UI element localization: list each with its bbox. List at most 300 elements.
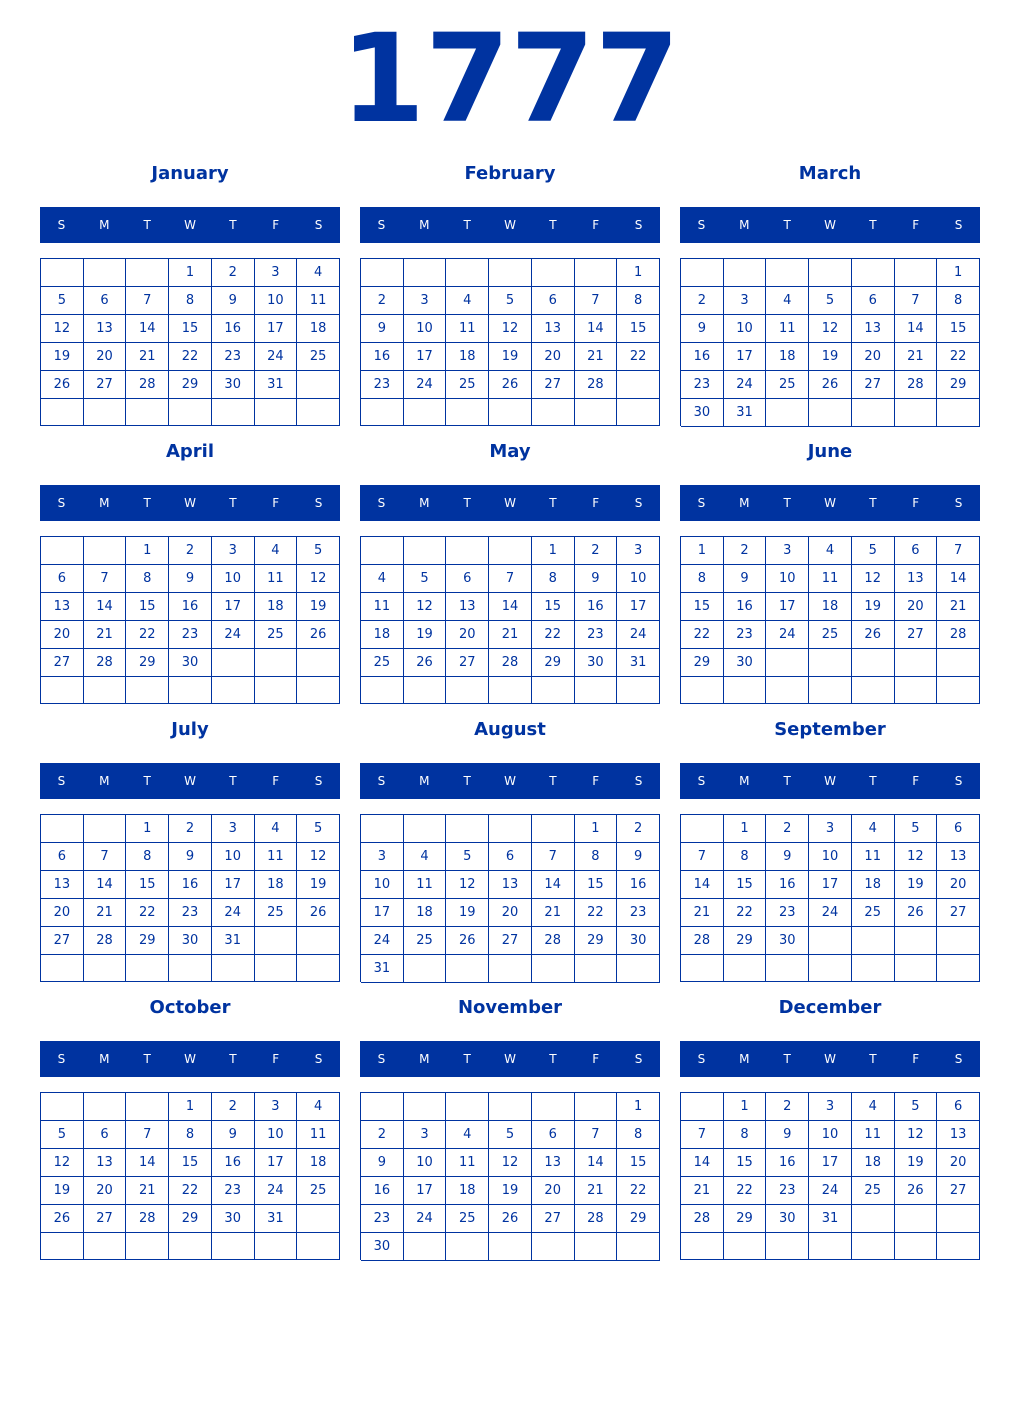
day-cell: 18	[446, 343, 489, 371]
day-cell: 13	[489, 871, 532, 899]
empty-day-cell	[255, 1233, 298, 1260]
day-cell: 27	[84, 371, 127, 399]
day-cell: 24	[724, 371, 767, 399]
day-cell: 4	[766, 287, 809, 315]
empty-day-cell	[169, 399, 212, 426]
empty-day-cell	[297, 1205, 340, 1233]
day-grid	[360, 814, 660, 982]
day-cell: 15	[126, 871, 169, 899]
empty-day-cell	[169, 955, 212, 982]
day-cell: 20	[489, 899, 532, 927]
weekday-label: M	[419, 496, 430, 510]
empty-day-cell	[681, 259, 724, 287]
day-cell: 19	[297, 871, 340, 899]
empty-day-cell	[532, 815, 575, 843]
empty-day-cell	[895, 1233, 938, 1260]
empty-day-cell	[575, 399, 618, 426]
day-cell: 2	[169, 815, 212, 843]
empty-day-cell	[212, 649, 255, 677]
day-cell: 12	[297, 843, 340, 871]
day-cell: 6	[937, 815, 980, 843]
day-cell: 19	[895, 1149, 938, 1177]
weekday-label: W	[504, 774, 516, 788]
day-cell: 7	[575, 287, 618, 315]
weekday-label: S	[697, 496, 706, 510]
day-cell: 23	[724, 621, 767, 649]
day-cell: 21	[575, 1177, 618, 1205]
day-cell: 28	[575, 371, 618, 399]
day-cell: 19	[41, 1177, 84, 1205]
empty-day-cell	[809, 399, 852, 427]
day-cell: 11	[255, 843, 298, 871]
weekday-label: T	[463, 218, 471, 232]
empty-day-cell	[895, 259, 938, 287]
day-cell: 20	[937, 1149, 980, 1177]
day-cell: 23	[617, 899, 660, 927]
day-cell: 7	[937, 537, 980, 565]
day-cell: 24	[212, 621, 255, 649]
day-cell: 20	[84, 1177, 127, 1205]
day-cell: 5	[809, 287, 852, 315]
day-cell: 16	[361, 1177, 404, 1205]
day-cell: 28	[681, 1205, 724, 1233]
weekday-label: S	[377, 218, 386, 232]
weekday-label: S	[57, 496, 66, 510]
day-cell: 19	[297, 593, 340, 621]
empty-day-cell	[617, 955, 660, 983]
empty-day-cell	[937, 649, 980, 677]
day-cell: 14	[575, 315, 618, 343]
day-cell: 1	[126, 815, 169, 843]
day-cell: 4	[297, 259, 340, 287]
day-cell: 22	[724, 1177, 767, 1205]
empty-day-cell	[852, 1233, 895, 1260]
day-cell: 7	[126, 1121, 169, 1149]
empty-day-cell	[169, 677, 212, 704]
day-cell: 20	[852, 343, 895, 371]
day-cell: 20	[84, 343, 127, 371]
month-name: April	[165, 441, 215, 462]
day-cell: 30	[681, 399, 724, 427]
day-cell: 15	[169, 1149, 212, 1177]
day-cell: 11	[446, 315, 489, 343]
day-cell: 18	[852, 871, 895, 899]
day-cell: 18	[446, 1177, 489, 1205]
day-cell: 21	[84, 621, 127, 649]
month-name: May	[489, 441, 531, 462]
empty-day-cell	[41, 1233, 84, 1260]
weekday-label: S	[57, 1052, 66, 1066]
weekday-label: S	[57, 774, 66, 788]
day-cell: 29	[169, 1205, 212, 1233]
day-cell: 1	[724, 815, 767, 843]
day-cell: 13	[937, 843, 980, 871]
empty-day-cell	[255, 399, 298, 426]
day-cell: 16	[212, 1149, 255, 1177]
day-cell: 13	[895, 565, 938, 593]
empty-day-cell	[255, 955, 298, 982]
empty-day-cell	[575, 1233, 618, 1261]
weekday-label: S	[634, 218, 643, 232]
day-cell: 28	[84, 649, 127, 677]
day-cell: 16	[766, 1149, 809, 1177]
weekday-label: T	[143, 774, 151, 788]
day-cell: 27	[895, 621, 938, 649]
day-cell: 21	[681, 1177, 724, 1205]
empty-day-cell	[126, 1233, 169, 1260]
weekday-label: S	[954, 496, 963, 510]
month-name: July	[171, 719, 209, 740]
day-cell: 28	[681, 927, 724, 955]
empty-day-cell	[895, 955, 938, 982]
day-cell: 16	[575, 593, 618, 621]
day-cell: 31	[255, 371, 298, 399]
empty-day-cell	[766, 955, 809, 982]
day-cell: 2	[766, 1093, 809, 1121]
day-cell: 5	[41, 287, 84, 315]
day-cell: 15	[937, 315, 980, 343]
empty-day-cell	[297, 955, 340, 982]
empty-day-cell	[895, 927, 938, 955]
day-cell: 11	[361, 593, 404, 621]
day-cell: 26	[297, 621, 340, 649]
day-cell: 6	[446, 565, 489, 593]
empty-day-cell	[532, 677, 575, 704]
empty-day-cell	[297, 399, 340, 426]
day-cell: 13	[852, 315, 895, 343]
day-cell: 16	[766, 871, 809, 899]
day-cell: 9	[169, 843, 212, 871]
day-cell: 17	[766, 593, 809, 621]
day-cell: 26	[895, 899, 938, 927]
empty-day-cell	[937, 399, 980, 427]
day-cell: 25	[404, 927, 447, 955]
day-cell: 5	[446, 843, 489, 871]
day-cell: 4	[255, 537, 298, 565]
day-cell: 22	[126, 899, 169, 927]
empty-day-cell	[575, 955, 618, 983]
empty-day-cell	[852, 927, 895, 955]
empty-day-cell	[126, 955, 169, 982]
weekday-label: W	[504, 496, 516, 510]
day-grid	[40, 1092, 340, 1260]
day-cell: 28	[532, 927, 575, 955]
month-name: August	[474, 719, 546, 740]
weekday-header	[360, 485, 660, 521]
empty-day-cell	[361, 1093, 404, 1121]
day-cell: 5	[297, 815, 340, 843]
day-cell: 3	[766, 537, 809, 565]
empty-day-cell	[126, 259, 169, 287]
day-cell: 5	[489, 1121, 532, 1149]
empty-day-cell	[84, 537, 127, 565]
day-cell: 13	[446, 593, 489, 621]
day-cell: 26	[852, 621, 895, 649]
day-cell: 21	[489, 621, 532, 649]
weekday-label: T	[549, 218, 557, 232]
day-cell: 29	[937, 371, 980, 399]
empty-day-cell	[937, 1205, 980, 1233]
day-cell: 22	[532, 621, 575, 649]
day-cell: 7	[489, 565, 532, 593]
weekday-label: W	[824, 774, 836, 788]
weekday-label: M	[99, 218, 110, 232]
empty-day-cell	[575, 677, 618, 704]
day-cell: 5	[297, 537, 340, 565]
empty-day-cell	[255, 677, 298, 704]
day-cell: 17	[212, 593, 255, 621]
empty-day-cell	[852, 955, 895, 982]
day-cell: 19	[489, 343, 532, 371]
empty-day-cell	[895, 1205, 938, 1233]
day-cell: 7	[681, 843, 724, 871]
day-cell: 19	[809, 343, 852, 371]
weekday-header	[40, 1041, 340, 1077]
day-cell: 15	[532, 593, 575, 621]
weekday-label: S	[634, 774, 643, 788]
day-cell: 20	[41, 621, 84, 649]
day-cell: 10	[212, 565, 255, 593]
empty-day-cell	[489, 537, 532, 565]
day-cell: 19	[852, 593, 895, 621]
day-cell: 9	[212, 287, 255, 315]
day-cell: 6	[489, 843, 532, 871]
day-cell: 2	[724, 537, 767, 565]
weekday-header	[680, 207, 980, 243]
day-cell: 8	[532, 565, 575, 593]
empty-day-cell	[41, 677, 84, 704]
day-cell: 10	[361, 871, 404, 899]
day-cell: 3	[809, 1093, 852, 1121]
day-cell: 13	[532, 1149, 575, 1177]
day-cell: 4	[809, 537, 852, 565]
empty-day-cell	[532, 259, 575, 287]
day-cell: 22	[937, 343, 980, 371]
day-cell: 28	[126, 371, 169, 399]
day-cell: 8	[617, 1121, 660, 1149]
day-cell: 9	[169, 565, 212, 593]
empty-day-cell	[681, 1233, 724, 1260]
day-cell: 3	[809, 815, 852, 843]
day-cell: 27	[41, 927, 84, 955]
day-cell: 24	[255, 1177, 298, 1205]
day-grid	[40, 536, 340, 704]
empty-day-cell	[169, 1233, 212, 1260]
day-cell: 17	[809, 871, 852, 899]
weekday-label: S	[697, 774, 706, 788]
day-cell: 12	[297, 565, 340, 593]
weekday-label: F	[592, 218, 600, 232]
empty-day-cell	[766, 649, 809, 677]
day-cell: 27	[937, 899, 980, 927]
empty-day-cell	[766, 259, 809, 287]
weekday-header	[40, 763, 340, 799]
weekday-header	[360, 763, 660, 799]
weekday-label: F	[912, 774, 920, 788]
day-cell: 29	[724, 927, 767, 955]
day-cell: 5	[895, 1093, 938, 1121]
weekday-label: F	[912, 496, 920, 510]
day-cell: 25	[255, 899, 298, 927]
day-cell: 27	[937, 1177, 980, 1205]
day-cell: 30	[361, 1233, 404, 1261]
empty-day-cell	[212, 399, 255, 426]
day-cell: 16	[724, 593, 767, 621]
empty-day-cell	[809, 649, 852, 677]
day-cell: 21	[575, 343, 618, 371]
empty-day-cell	[937, 927, 980, 955]
day-cell: 14	[681, 1149, 724, 1177]
day-cell: 26	[41, 371, 84, 399]
day-cell: 30	[766, 927, 809, 955]
weekday-label: W	[184, 774, 196, 788]
day-cell: 4	[852, 815, 895, 843]
day-cell: 1	[532, 537, 575, 565]
empty-day-cell	[297, 371, 340, 399]
day-cell: 23	[361, 1205, 404, 1233]
empty-day-cell	[724, 259, 767, 287]
empty-day-cell	[532, 955, 575, 983]
empty-day-cell	[617, 677, 660, 704]
day-cell: 9	[361, 315, 404, 343]
day-cell: 23	[169, 899, 212, 927]
day-cell: 23	[361, 371, 404, 399]
weekday-label: M	[419, 774, 430, 788]
day-cell: 9	[212, 1121, 255, 1149]
day-cell: 19	[895, 871, 938, 899]
day-cell: 23	[169, 621, 212, 649]
empty-day-cell	[852, 399, 895, 427]
empty-day-cell	[404, 537, 447, 565]
weekday-label: S	[954, 1052, 963, 1066]
day-cell: 26	[404, 649, 447, 677]
day-grid	[360, 1092, 660, 1260]
day-cell: 18	[766, 343, 809, 371]
day-cell: 26	[41, 1205, 84, 1233]
day-cell: 12	[41, 1149, 84, 1177]
day-cell: 30	[724, 649, 767, 677]
empty-day-cell	[766, 399, 809, 427]
day-cell: 3	[404, 1121, 447, 1149]
empty-day-cell	[446, 815, 489, 843]
day-cell: 9	[681, 315, 724, 343]
day-cell: 29	[617, 1205, 660, 1233]
empty-day-cell	[895, 677, 938, 704]
empty-day-cell	[404, 399, 447, 426]
weekday-label: F	[912, 218, 920, 232]
day-cell: 2	[766, 815, 809, 843]
month-name: December	[778, 997, 882, 1018]
empty-day-cell	[681, 677, 724, 704]
day-cell: 5	[489, 287, 532, 315]
day-cell: 24	[809, 1177, 852, 1205]
weekday-label: M	[99, 1052, 110, 1066]
empty-day-cell	[937, 955, 980, 982]
day-cell: 15	[126, 593, 169, 621]
day-cell: 6	[532, 287, 575, 315]
weekday-label: T	[783, 1052, 791, 1066]
day-grid	[40, 258, 340, 426]
day-cell: 17	[404, 1177, 447, 1205]
empty-day-cell	[41, 259, 84, 287]
weekday-label: M	[739, 774, 750, 788]
day-cell: 25	[852, 899, 895, 927]
year-title: 1777	[340, 8, 680, 150]
day-cell: 21	[895, 343, 938, 371]
weekday-label: W	[504, 1052, 516, 1066]
empty-day-cell	[809, 677, 852, 704]
weekday-header	[680, 485, 980, 521]
day-cell: 17	[361, 899, 404, 927]
day-cell: 20	[446, 621, 489, 649]
day-cell: 16	[212, 315, 255, 343]
weekday-label: S	[697, 218, 706, 232]
weekday-label: T	[869, 1052, 877, 1066]
day-cell: 19	[446, 899, 489, 927]
day-cell: 15	[681, 593, 724, 621]
day-cell: 25	[852, 1177, 895, 1205]
day-cell: 4	[446, 287, 489, 315]
day-cell: 31	[809, 1205, 852, 1233]
weekday-label: S	[634, 1052, 643, 1066]
weekday-label: T	[783, 496, 791, 510]
empty-day-cell	[809, 259, 852, 287]
empty-day-cell	[84, 399, 127, 426]
day-cell: 17	[255, 1149, 298, 1177]
empty-day-cell	[852, 1205, 895, 1233]
empty-day-cell	[446, 955, 489, 983]
day-cell: 3	[212, 537, 255, 565]
day-cell: 2	[575, 537, 618, 565]
day-cell: 8	[169, 1121, 212, 1149]
empty-day-cell	[809, 927, 852, 955]
day-cell: 21	[126, 343, 169, 371]
weekday-label: M	[99, 496, 110, 510]
day-cell: 31	[361, 955, 404, 983]
empty-day-cell	[297, 927, 340, 955]
day-grid	[680, 1092, 980, 1260]
day-cell: 6	[895, 537, 938, 565]
day-cell: 5	[852, 537, 895, 565]
weekday-label: T	[229, 774, 237, 788]
day-cell: 12	[809, 315, 852, 343]
day-cell: 13	[41, 593, 84, 621]
day-cell: 15	[169, 315, 212, 343]
day-cell: 14	[126, 1149, 169, 1177]
empty-day-cell	[575, 1093, 618, 1121]
weekday-label: S	[697, 1052, 706, 1066]
day-cell: 4	[404, 843, 447, 871]
weekday-label: S	[954, 218, 963, 232]
weekday-label: W	[824, 218, 836, 232]
day-cell: 14	[681, 871, 724, 899]
weekday-label: T	[229, 496, 237, 510]
day-cell: 5	[895, 815, 938, 843]
empty-day-cell	[361, 259, 404, 287]
empty-day-cell	[489, 677, 532, 704]
weekday-label: T	[463, 774, 471, 788]
day-cell: 24	[404, 371, 447, 399]
day-cell: 14	[84, 871, 127, 899]
day-cell: 25	[446, 371, 489, 399]
day-cell: 6	[852, 287, 895, 315]
empty-day-cell	[489, 1233, 532, 1261]
day-cell: 30	[212, 371, 255, 399]
day-cell: 6	[41, 843, 84, 871]
day-cell: 30	[575, 649, 618, 677]
day-cell: 19	[404, 621, 447, 649]
empty-day-cell	[297, 1233, 340, 1260]
